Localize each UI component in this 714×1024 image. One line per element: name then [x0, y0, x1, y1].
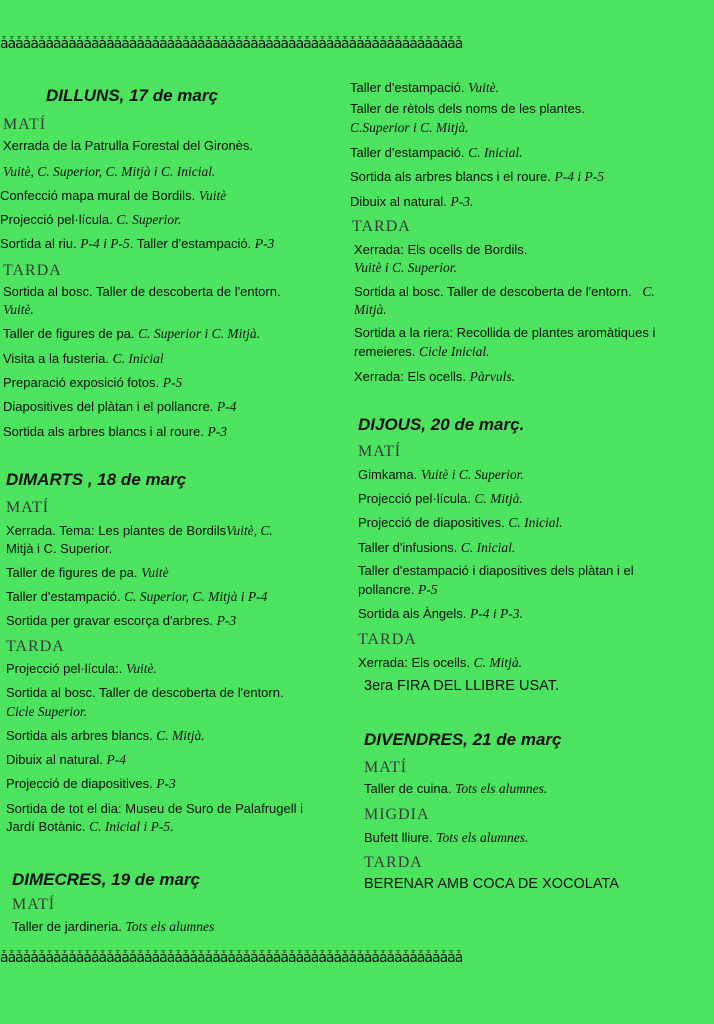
activity-line: Xerrada: Els ocells de Bordils. — [354, 242, 528, 257]
activity-line: Xerrada. Tema: Les plantes de BordilsVuitè, C. — [6, 523, 273, 538]
section-mati: MATÍ — [364, 759, 408, 776]
activity-line: Sortida al riu. P-4 i P-5. Taller d'estampació. P-3 — [0, 236, 275, 251]
activity-line: Taller de figures de pa. Vuitè — [6, 565, 169, 580]
top-border: ǡǡǡǡǡǡǡǡǡǡǡǡǡǡǡǡǡǡǡǡǡǡǡǡǡǡǡǡǡǡǡǡǡǡǡǡǡǡǡǡǡǡǡǡǡǡǡǡǡǡǡǡǡǡǡǡǡǡǡǡǡ — [0, 36, 463, 52]
section-tarda: TARDA — [3, 262, 62, 279]
activity-line: remeieres. Cicle Inicial. — [354, 344, 490, 359]
activity-line: Taller de figures de pa. C. Superior i C. Mitjà. — [3, 326, 261, 341]
activity-line: Vuitè, C. Superior, C. Mitjà i C. Inicial. — [3, 164, 216, 179]
activity-line: BERENAR AMB COCA DE XOCOLATA — [364, 876, 619, 892]
activity-line: Taller de cuina. Tots els alumnes. — [364, 781, 548, 796]
activity-line: Sortida als arbres blancs i al roure. P-3 — [3, 424, 227, 439]
activity-line: Projecció pel·lícula:. Vuitè. — [6, 661, 157, 676]
section-tarda: TARDA — [6, 638, 65, 655]
activity-line: Taller d'infusions. C. Inicial. — [358, 540, 516, 555]
section-tarda: TARDA — [352, 218, 411, 235]
section-mati: MATÍ — [3, 116, 47, 133]
activity-line: Dibuix al natural. P-4 — [6, 752, 126, 767]
day-title-dilluns: DILLUNS, 17 de març — [46, 86, 218, 105]
activity-line: Jardí Botànic. C. Inicial i P-5. — [6, 819, 174, 834]
activity-line: Projecció pel·lícula. C. Superior. — [0, 212, 182, 227]
activity-line: 3era FIRA DEL LLIBRE USAT. — [364, 678, 560, 694]
activity-line: Bufett lliure. Tots els alumnes. — [364, 830, 529, 845]
activity-line: Xerrada de la Patrulla Forestal del Gironès. — [3, 138, 254, 153]
activity-line: Visita a la fusteria. C. Inicial — [3, 351, 164, 366]
activity-line: Xerrada: Els ocells. C. Mitjà. — [358, 655, 522, 670]
section-tarda: TARDA — [364, 854, 423, 871]
activity-line: Sortida al bosc. Taller de descoberta de l'entorn. — [6, 685, 284, 700]
activity-line: Projecció de diapositives. C. Inicial. — [358, 515, 563, 530]
activity-line: Taller de rètols dels noms de les plantes. — [350, 101, 585, 116]
activity-line: Mitjà. — [354, 302, 387, 317]
activity-line: Projecció de diapositives. P-3 — [6, 776, 176, 791]
day-title-dimarts: DIMARTS , 18 de març — [6, 470, 187, 489]
activity-line: Sortida als arbres blancs i el roure. P-4 i P-5 — [350, 169, 604, 184]
activity-line: Dibuix al natural. P-3. — [350, 194, 474, 209]
activity-line: Cicle Superior. — [6, 704, 87, 719]
bottom-border: ǡǡǡǡǡǡǡǡǡǡǡǡǡǡǡǡǡǡǡǡǡǡǡǡǡǡǡǡǡǡǡǡǡǡǡǡǡǡǡǡǡǡǡǡǡǡǡǡǡǡǡǡǡǡǡǡǡǡǡǡǡ — [0, 950, 463, 966]
day-title-dimecres: DIMECRES, 19 de març — [12, 870, 201, 889]
day-title-dijous: DIJOUS, 20 de març. — [358, 415, 525, 434]
activity-line: Taller d'estampació. C. Inicial. — [350, 145, 523, 160]
section-migdia: MIGDIA — [364, 806, 430, 823]
activity-line: Taller d'estampació. Vuitè. — [350, 80, 499, 95]
activity-line: Sortida als arbres blancs. C. Mitjà. — [6, 728, 205, 743]
section-mati: MATÍ — [358, 443, 402, 460]
activity-line: Vuitè. — [3, 302, 34, 317]
activity-line: pollancre. P-5 — [358, 582, 438, 597]
activity-line: Vuitè i C. Superior. — [354, 260, 457, 275]
activity-line: Diapositives del plàtan i el pollancre. P-4 — [3, 399, 237, 414]
activity-line: Sortida a la riera: Recollida de plantes aromàtiques i — [354, 325, 656, 340]
section-tarda: TARDA — [358, 631, 417, 648]
section-mati: MATÍ — [6, 499, 50, 516]
activity-line: Sortida als Àngels. P-4 i P-3. — [358, 606, 523, 621]
activity-line: Confecció mapa mural de Bordils. Vuitè — [0, 188, 227, 203]
activity-line: Preparació exposició fotos. P-5 — [3, 375, 183, 390]
activity-line: C.Superior i C. Mitjà. — [350, 120, 469, 135]
activity-line: Sortida al bosc. Taller de descoberta de l'entorn. — [3, 284, 281, 299]
activity-line: Taller d'estampació. C. Superior, C. Mitjà i P-4 — [6, 589, 268, 604]
activity-line: Sortida per gravar escorça d'arbres. P-3 — [6, 613, 237, 628]
activity-line: Mitjà i C. Superior. — [6, 541, 113, 556]
activity-line: Projecció pel·lícula. C. Mitjà. — [358, 491, 523, 506]
activity-line: Sortida de tot el dia: Museu de Suro de Palafrugell i — [6, 801, 304, 816]
section-mati: MATÍ — [12, 896, 56, 913]
day-title-divendres: DIVENDRES, 21 de març — [364, 730, 562, 749]
activity-line: Sortida al bosc. Taller de descoberta de l'entorn. C. — [354, 284, 655, 299]
activity-line: Gimkama. Vuitè i C. Superior. — [358, 467, 524, 482]
activity-line: Taller d'estampació i diapositives dels plàtan i el — [358, 563, 634, 578]
activity-line: Taller de jardineria. Tots els alumnes — [12, 919, 215, 934]
activity-line: Xerrada: Els ocells. Pàrvuls. — [354, 369, 515, 384]
